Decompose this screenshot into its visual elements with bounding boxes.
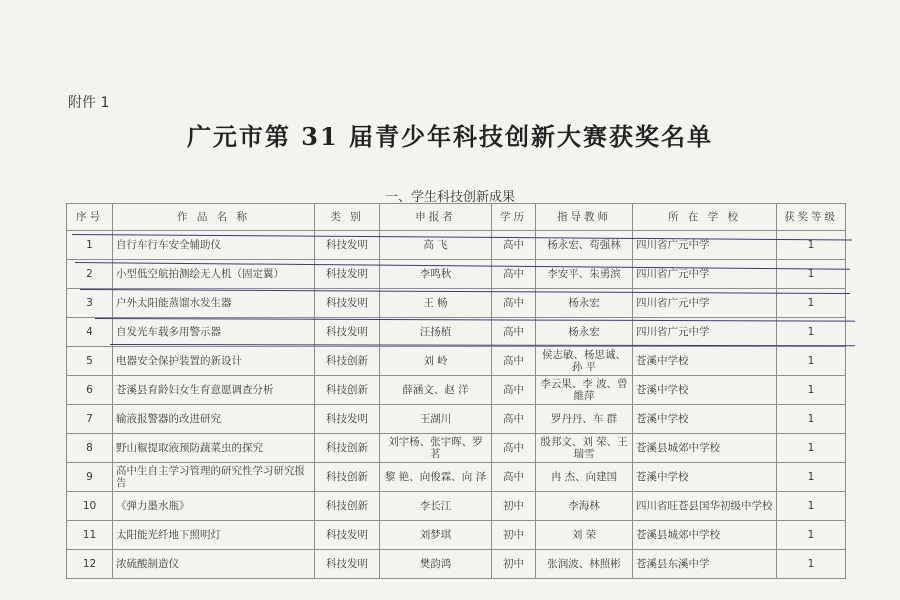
- header-applicant: 申报者: [380, 204, 492, 231]
- cell-school: 苍溪中学校: [633, 347, 777, 376]
- cell-applicant: 刘 岭: [380, 347, 492, 376]
- table-row: [67, 521, 846, 550]
- cell-category: 科技发明: [315, 231, 380, 260]
- award-table: [66, 203, 846, 579]
- cell-no: 1: [67, 231, 113, 260]
- cell-applicant: 李鸣秋: [380, 260, 492, 289]
- document-title: 广元市第 31 届青少年科技创新大赛获奖名单: [186, 122, 714, 151]
- cell-level: 高中: [492, 434, 536, 463]
- header-school: 所 在 学 校: [633, 204, 777, 231]
- cell-award: 1: [777, 550, 846, 579]
- cell-level: 高中: [492, 463, 536, 492]
- cell-teacher: 李安平、朱勇滨: [536, 260, 633, 289]
- cell-name: 自行车行车安全辅助仪: [113, 231, 315, 260]
- header-level: 学历: [492, 204, 536, 231]
- cell-name: 输液报警器的改进研究: [113, 405, 315, 434]
- cell-award: 1: [777, 231, 846, 260]
- table-row: [67, 405, 846, 434]
- cell-level: 高中: [492, 376, 536, 405]
- cell-no: 2: [67, 260, 113, 289]
- cell-category: 科技创新: [315, 434, 380, 463]
- cell-no: 10: [67, 492, 113, 521]
- cell-name: 自发光车载多用警示器: [113, 318, 315, 347]
- cell-no: 12: [67, 550, 113, 579]
- header-teacher: 指导教师: [536, 204, 633, 231]
- cell-award: 1: [777, 289, 846, 318]
- cell-award: 1: [777, 492, 846, 521]
- cell-category: 科技发明: [315, 318, 380, 347]
- cell-no: 3: [67, 289, 113, 318]
- cell-award: 1: [777, 318, 846, 347]
- cell-name: 浓硫酸制造仪: [113, 550, 315, 579]
- table-row: [67, 492, 846, 521]
- cell-name: 户外太阳能蒸馏水发生器: [113, 289, 315, 318]
- table-row: [67, 550, 846, 579]
- cell-applicant: 黎 艳、向俊霖、向 泽: [380, 463, 492, 492]
- cell-award: 1: [777, 521, 846, 550]
- header-name: 作 品 名 称: [113, 204, 315, 231]
- cell-award: 1: [777, 463, 846, 492]
- cell-award: 1: [777, 405, 846, 434]
- cell-name: 《弹力墨水瓶》: [113, 492, 315, 521]
- cell-school: 四川省广元中学: [633, 318, 777, 347]
- cell-no: 5: [67, 347, 113, 376]
- header-award: 获奖等级: [777, 204, 846, 231]
- cell-no: 4: [67, 318, 113, 347]
- section-heading: 一、学生科技创新成果: [384, 190, 515, 205]
- cell-name: 苍溪县育龄妇女生育意愿调查分析: [113, 376, 315, 405]
- cell-name: 高中生自主学习管理的研究性学习研究报告: [113, 463, 315, 492]
- cell-teacher: 杨永宏: [536, 289, 633, 318]
- cell-category: 科技发明: [315, 550, 380, 579]
- cell-teacher: 殷邦文、刘 荣、王瑞雪: [536, 434, 633, 463]
- cell-category: 科技发明: [315, 260, 380, 289]
- cell-teacher: 刘 荣: [536, 521, 633, 550]
- cell-name: 太阳能光纤地下照明灯: [113, 521, 315, 550]
- cell-school: 四川省广元中学: [633, 289, 777, 318]
- cell-applicant: 李长江: [380, 492, 492, 521]
- cell-teacher: 杨永宏、苟强林: [536, 231, 633, 260]
- cell-teacher: 张润波、林照彬: [536, 550, 633, 579]
- cell-level: 高中: [492, 347, 536, 376]
- cell-teacher: 侯志敏、杨思诚、孙 平: [536, 347, 633, 376]
- cell-level: 高中: [492, 318, 536, 347]
- cell-applicant: 樊韵鸿: [380, 550, 492, 579]
- header-no: 序号: [67, 204, 113, 231]
- cell-school: 四川省广元中学: [633, 260, 777, 289]
- cell-no: 7: [67, 405, 113, 434]
- cell-school: 苍溪中学校: [633, 376, 777, 405]
- cell-school: 四川省旺苍县国华初级中学校: [633, 492, 777, 521]
- table-header-row: [67, 204, 846, 231]
- cell-award: 1: [777, 260, 846, 289]
- cell-school: 苍溪县城郊中学校: [633, 434, 777, 463]
- cell-school: 苍溪中学校: [633, 405, 777, 434]
- cell-category: 科技发明: [315, 405, 380, 434]
- cell-name: 电器安全保护装置的新设计: [113, 347, 315, 376]
- cell-teacher: 罗丹丹、车 群: [536, 405, 633, 434]
- cell-category: 科技发明: [315, 521, 380, 550]
- cell-applicant: 刘宇杨、张宇晖、罗 茗: [380, 434, 492, 463]
- cell-teacher: 李海林: [536, 492, 633, 521]
- cell-teacher: 杨永宏: [536, 318, 633, 347]
- cell-level: 初中: [492, 521, 536, 550]
- cell-level: 初中: [492, 492, 536, 521]
- cell-level: 高中: [492, 260, 536, 289]
- cell-teacher: 李云果、李 波、曾維萍: [536, 376, 633, 405]
- cell-applicant: 刘梦琪: [380, 521, 492, 550]
- cell-school: 苍溪县城郊中学校: [633, 521, 777, 550]
- cell-level: 初中: [492, 550, 536, 579]
- cell-category: 科技创新: [315, 463, 380, 492]
- cell-applicant: 王湖川: [380, 405, 492, 434]
- cell-teacher: 冉 杰、向建国: [536, 463, 633, 492]
- cell-category: 科技创新: [315, 376, 380, 405]
- cell-award: 1: [777, 347, 846, 376]
- cell-category: 科技创新: [315, 347, 380, 376]
- cell-applicant: 汪扬植: [380, 318, 492, 347]
- cell-name: 小型低空航拍测绘无人机（固定翼）: [113, 260, 315, 289]
- cell-category: 科技创新: [315, 492, 380, 521]
- table-row: [67, 318, 846, 347]
- cell-level: 高中: [492, 405, 536, 434]
- cell-applicant: 王 畅: [380, 289, 492, 318]
- cell-applicant: 高 飞: [380, 231, 492, 260]
- cell-name: 野山椒提取液预防蔬菜虫的探究: [113, 434, 315, 463]
- cell-category: 科技发明: [315, 289, 380, 318]
- cell-school: 苍溪县东溪中学: [633, 550, 777, 579]
- table-row: [67, 347, 846, 376]
- cell-level: 高中: [492, 289, 536, 318]
- header-category: 类 别: [315, 204, 380, 231]
- cell-no: 8: [67, 434, 113, 463]
- cell-award: 1: [777, 434, 846, 463]
- cell-school: 四川省广元中学: [633, 231, 777, 260]
- table-row: [67, 434, 846, 463]
- cell-no: 11: [67, 521, 113, 550]
- cell-school: 苍溪中学校: [633, 463, 777, 492]
- cell-applicant: 薛涵文、赵 洋: [380, 376, 492, 405]
- cell-level: 高中: [492, 231, 536, 260]
- cell-award: 1: [777, 376, 846, 405]
- cell-no: 6: [67, 376, 113, 405]
- table-row: [67, 463, 846, 492]
- attachment-label: 附件 1: [68, 95, 110, 111]
- cell-no: 9: [67, 463, 113, 492]
- table-row: [67, 376, 846, 405]
